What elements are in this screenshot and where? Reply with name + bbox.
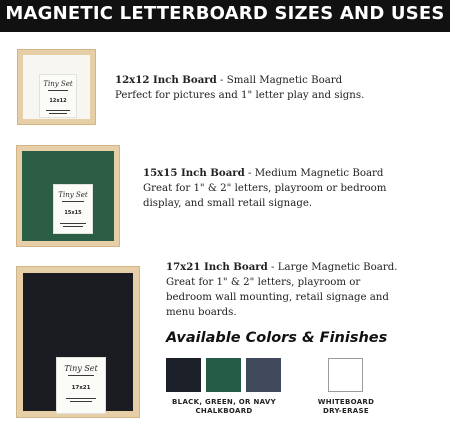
- tag-size: 12x12: [49, 98, 67, 104]
- board-name: 12x12 Inch Board: [115, 74, 217, 86]
- brand-logo: Tiny Set: [43, 80, 73, 88]
- product-tag: [39, 74, 77, 118]
- board-15x15-description: 15x15 Inch Board - Medium Magnetic Board Great for 1" & 2" letters, playroom or bedroom display, and small retail signage.: [143, 167, 387, 209]
- finishes-title: Available Colors & Finishes: [166, 330, 388, 346]
- board-name: 15x15 Inch Board: [143, 167, 245, 179]
- board-12x12-description: 12x12 Inch Board - Small Magnetic Board Perfect for pictures and 1" letter play and signs.: [115, 74, 365, 101]
- board-17x21-image: [16, 266, 140, 418]
- brand-logo: Tiny Set: [58, 191, 88, 199]
- tag-size: 15x15: [64, 210, 82, 216]
- board-name: 17x21 Inch Board: [166, 261, 268, 273]
- green-swatch: [206, 358, 241, 392]
- page-title: MAGNETIC LETTERBOARD SIZES AND USES: [0, 0, 450, 32]
- board-17x21-description: 17x21 Inch Board - Large Magnetic Board. Great for 1" & 2" letters, playroom or bedroom wall mounting, retail signage and menu boards.: [166, 261, 398, 318]
- product-tag: [56, 357, 106, 414]
- chalkboard-label: BLACK, GREEN, OR NAVY CHALKBOARD: [172, 398, 276, 415]
- product-tag: [53, 184, 93, 234]
- board-12x12-image: [17, 49, 96, 125]
- tag-size: 17x21: [71, 385, 91, 391]
- board-15x15-image: [16, 145, 120, 247]
- brand-logo: Tiny Set: [64, 364, 98, 373]
- black-swatch: [166, 358, 201, 392]
- navy-swatch: [246, 358, 281, 392]
- whiteboard-label: WHITEBOARD DRY-ERASE: [317, 398, 375, 415]
- white-swatch: [328, 358, 363, 392]
